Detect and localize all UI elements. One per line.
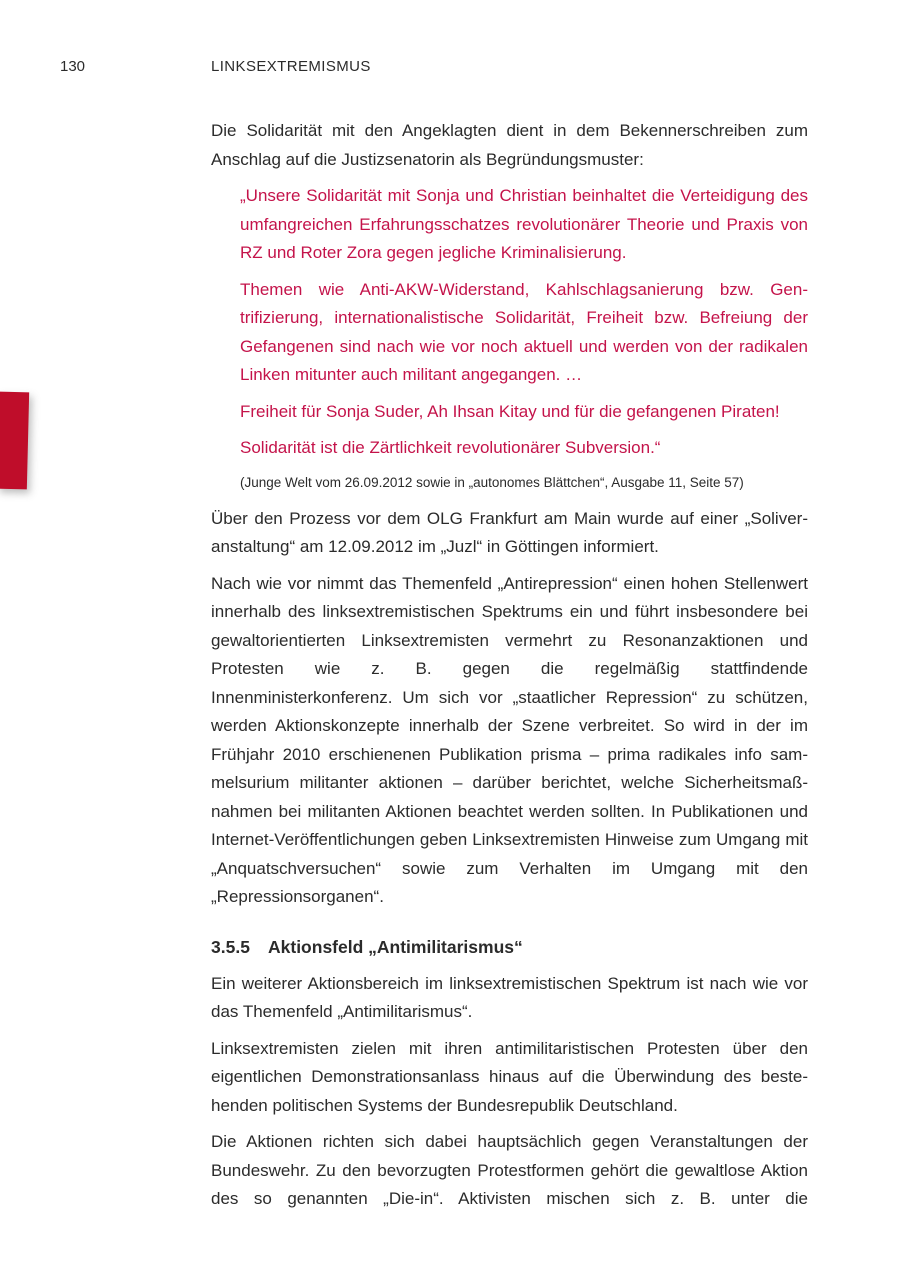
page-header (0, 58, 900, 78)
quote-source: (Junge Welt vom 26.09.2012 sowie in „autonomes Blättchen“, Ausgabe 11, Seite 57) (240, 474, 744, 490)
quote-paragraph-1: „Unsere Solidarität mit Sonja und Christian beinhaltet die Verteidigung des umfangreichen Erfahrungsschatzes revolutionärer Theorie und Praxis von RZ und Roter Zora gegen jegliche Kriminalisierung. (240, 186, 808, 262)
paragraph-aktionsbereich: Ein weiterer Aktionsbereich im linksextremistischen Spektrum ist nach wie vor das Themenfeld „Antimilitarismus“. (211, 973, 808, 1021)
quote-paragraph-3: Freiheit für Sonja Suder, Ah Ihsan Kitay und für die gefangenen Piraten! (240, 401, 780, 421)
section-heading (211, 936, 808, 958)
page-content (211, 117, 808, 1222)
intro-paragraph: Die Solidarität mit den Angeklagten dient in dem Bekennerschreiben zum Anschlag auf die Justizsenatorin als Begründungsmuster: (211, 121, 808, 169)
margin-accent-bar (0, 392, 29, 490)
running-header: LINKSEXTREMISMUS (211, 58, 371, 75)
paragraph-prozess: Über den Prozess vor dem OLG Frankfurt am Main wurde auf einer „Soliveranstaltung“ am 12.09.2012 im „Juzl“ in Göttingen informiert. (211, 508, 808, 556)
quote-block (211, 182, 808, 495)
paragraph-antirepression: Nach wie vor nimmt das Themenfeld „Antirepression“ einen hohen Stellenwert innerhalb des linksextremistischen Spektrums ein und führt insbesondere bei gewaltorientierten Linksextremisten vermehrt zu Resonanzaktionen und Protesten wie z. B. gegen die regelmäßig stattfindende Innenministerkonferenz. Um sich vor „staatlicher Repression“ zu schützen, werden Aktionskonzepte innerhalb der Szene verbreitet. So wird in der im Frühjahr 2010 erschienenen Publikation prisma – prima radikales info sammelsurium militanter aktionen – darüber berichtet, welche Sicherheitsmaßnahmen bei militanten Aktionen beachtet werden sollten. In Publikationen und Internet-Veröffentlichungen geben Linksextremisten Hinweise zum Umgang mit „Anquatschversuchen“ sowie zum Verhalten im Umgang mit den „Repressionsorganen“. (211, 573, 808, 906)
paragraph-aktionen: Die Aktionen richten sich dabei hauptsächlich gegen Veranstaltungen der Bundeswehr. Zu den bevorzugten Protestformen gehört die gewaltlose Aktion des so genannten „Die-in“. Aktivisten mischen sich z. B. unter die (211, 1132, 808, 1208)
page-number: 130 (60, 58, 86, 75)
paragraph-protestziel: Linksextremisten zielen mit ihren antimilitaristischen Protesten über den eigentlichen Demonstrationsanlass hinaus auf die Überwindung des bestehenden politischen Systems der Bundesrepublik Deutschland. (211, 1038, 808, 1115)
quote-paragraph-2: Themen wie Anti-AKW-Widerstand, Kahlschlagsanierung bzw. Gentrifizierung, internationalistische Solidarität, Freiheit bzw. Befreiung der Gefangenen sind nach wie vor noch aktuell und werden von der radikalen Linken mitunter auch militant angegangen. … (240, 279, 808, 384)
section-number: 3.5.5 (211, 936, 250, 957)
quote-paragraph-4: Solidarität ist die Zärtlichkeit revolutionärer Subversion.“ (240, 438, 661, 457)
section-title: Aktionsfeld „Antimilitarismus“ (268, 936, 523, 957)
